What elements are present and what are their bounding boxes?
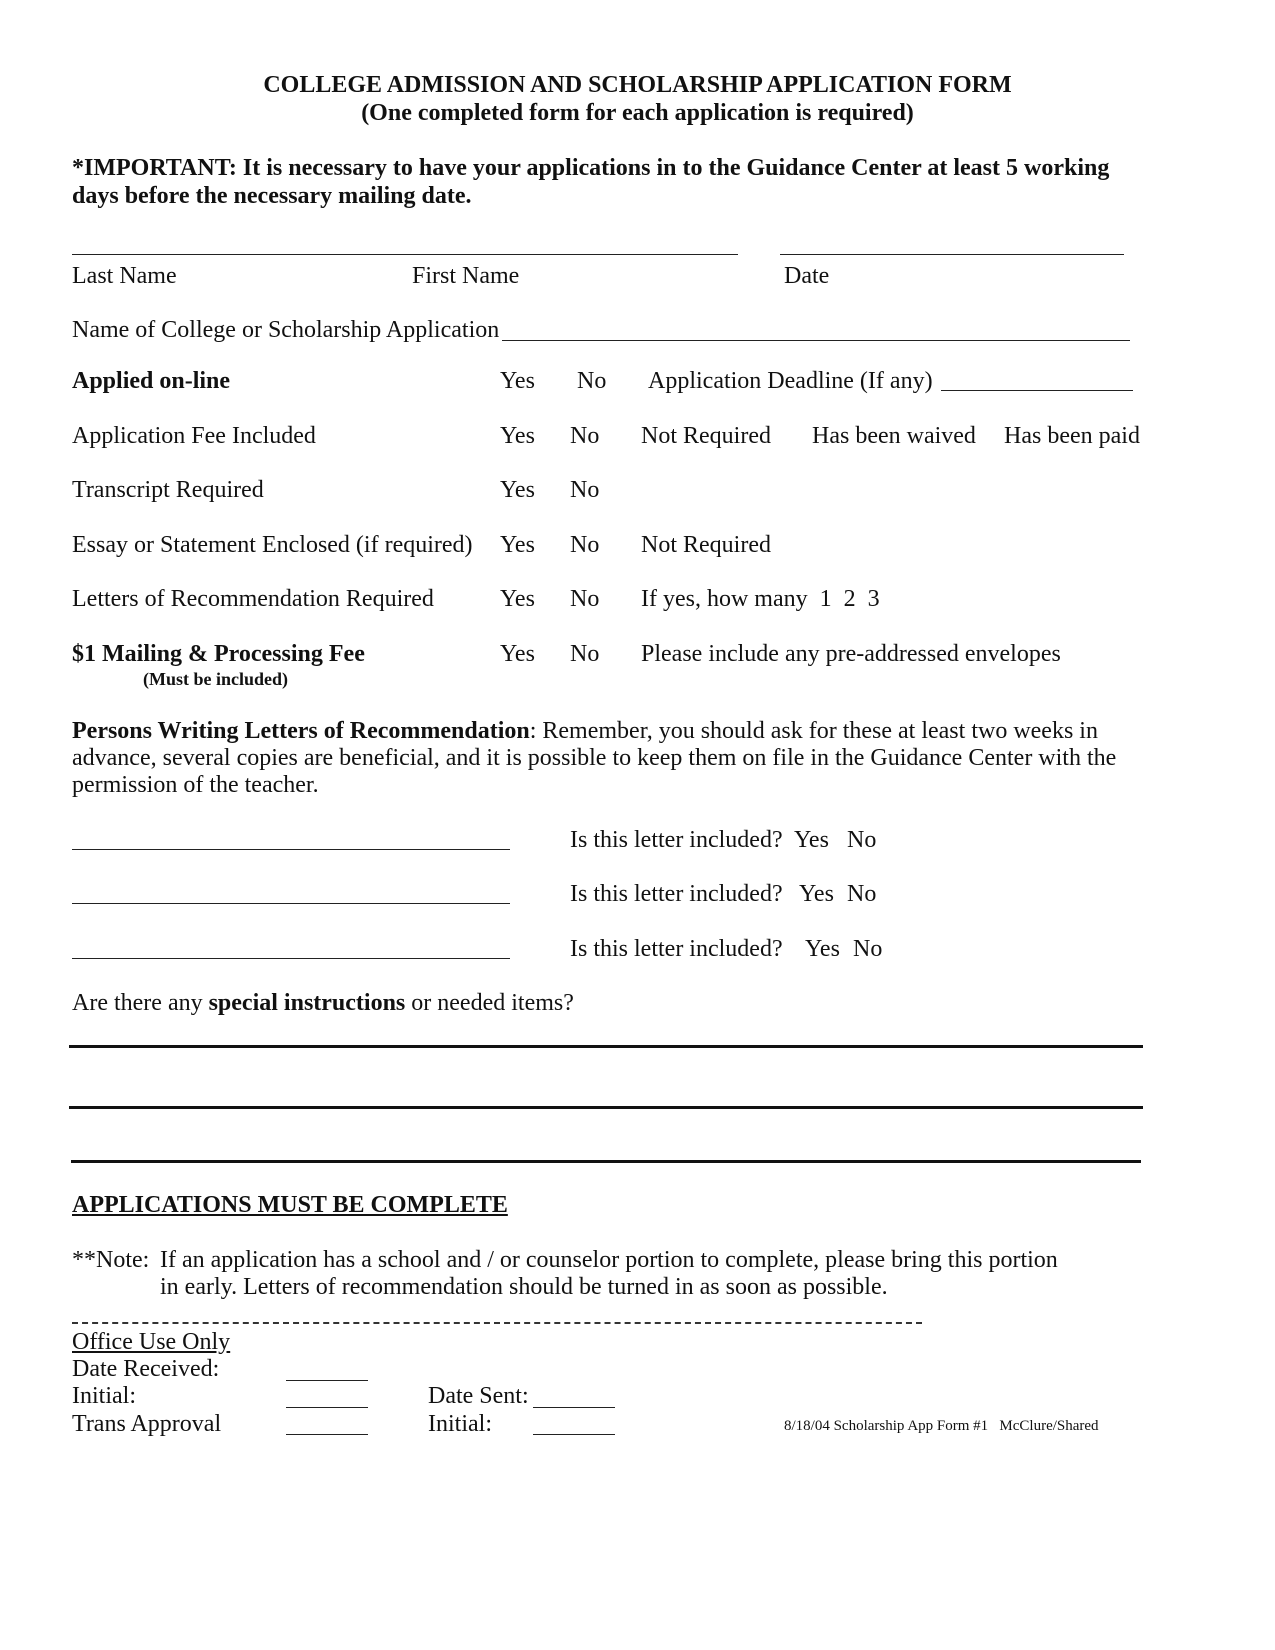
special-instructions-question: Are there any special instructions or needed items? — [72, 990, 574, 1016]
applications-complete-heading: APPLICATIONS MUST BE COMPLETE — [72, 1192, 508, 1218]
date-received-label: Date Received: — [72, 1356, 220, 1382]
mailing-fee-yes[interactable]: Yes — [500, 641, 535, 667]
note-line-2: in early. Letters of recommendation should be turned in as soon as possible. — [160, 1274, 888, 1300]
initial-2-line[interactable] — [533, 1434, 615, 1435]
date-received-line[interactable] — [286, 1380, 368, 1381]
essay-yes[interactable]: Yes — [500, 532, 535, 558]
trans-approval-line[interactable] — [286, 1434, 368, 1435]
letter-included-no-3[interactable]: No — [853, 936, 883, 962]
fee-label: Application Fee Included — [72, 423, 316, 449]
letter-writer-line-2[interactable] — [72, 903, 510, 904]
mailing-fee-no[interactable]: No — [570, 641, 600, 667]
deadline-line[interactable] — [941, 390, 1133, 391]
fee-yes[interactable]: Yes — [500, 423, 535, 449]
letter-included-no-1[interactable]: No — [847, 827, 877, 853]
form-footer: 8/18/04 Scholarship App Form #1 McClure/Shared — [784, 1418, 1099, 1434]
initial-line[interactable] — [286, 1407, 368, 1408]
office-use-heading: Office Use Only — [72, 1329, 231, 1355]
essay-label: Essay or Statement Enclosed (if required) — [72, 532, 473, 558]
transcript-yes[interactable]: Yes — [500, 477, 535, 503]
letter-included-question-3: Is this letter included? — [570, 936, 783, 962]
fee-no[interactable]: No — [570, 423, 600, 449]
initial-2-label: Initial: — [428, 1411, 492, 1437]
trans-approval-label: Trans Approval — [72, 1411, 222, 1437]
college-label: Name of College or Scholarship Application — [72, 317, 500, 343]
deadline-label: Application Deadline (If any) — [648, 368, 933, 394]
fee-not-required[interactable]: Not Required — [641, 423, 771, 449]
date-sent-line[interactable] — [533, 1407, 615, 1408]
last-name-label: Last Name — [72, 263, 177, 289]
important-notice: *IMPORTANT: It is necessary to have your applications in to the Guidance Center at least 5 working days before the necessary mailing date. — [72, 155, 1110, 209]
date-line[interactable] — [780, 254, 1124, 255]
letters-how-many[interactable]: If yes, how many 1 2 3 — [641, 586, 880, 612]
special-instructions-line-2[interactable] — [69, 1106, 1143, 1109]
transcript-label: Transcript Required — [72, 477, 264, 503]
letter-included-yes-3[interactable]: Yes — [805, 936, 840, 962]
letter-included-question-1: Is this letter included? — [570, 827, 783, 853]
date-label: Date — [784, 263, 830, 289]
mailing-fee-label: $1 Mailing & Processing Fee — [72, 641, 365, 667]
note-prefix: **Note: — [72, 1247, 150, 1273]
letters-no[interactable]: No — [570, 586, 600, 612]
dashed-separator — [72, 1322, 922, 1324]
letter-writer-line-1[interactable] — [72, 849, 510, 850]
form-title: COLLEGE ADMISSION AND SCHOLARSHIP APPLICATION FORM — [263, 72, 1012, 98]
letter-included-yes-2[interactable]: Yes — [799, 881, 834, 907]
envelopes-note: Please include any pre-addressed envelopes — [641, 641, 1061, 667]
initial-label: Initial: — [72, 1383, 136, 1409]
note-line-1: If an application has a school and / or counselor portion to complete, please bring this portion — [160, 1247, 1058, 1273]
name-line[interactable] — [72, 254, 738, 255]
applied-online-no[interactable]: No — [577, 368, 607, 394]
transcript-no[interactable]: No — [570, 477, 600, 503]
essay-not-required[interactable]: Not Required — [641, 532, 771, 558]
applied-online-label: Applied on-line — [72, 368, 231, 394]
fee-waived[interactable]: Has been waived — [812, 423, 976, 449]
essay-no[interactable]: No — [570, 532, 600, 558]
special-instructions-line-3[interactable] — [71, 1160, 1141, 1163]
letter-writer-line-3[interactable] — [72, 958, 510, 959]
mailing-fee-sublabel: (Must be included) — [143, 669, 289, 689]
special-instructions-line-1[interactable] — [69, 1045, 1143, 1048]
letter-included-no-2[interactable]: No — [847, 881, 877, 907]
first-name-label: First Name — [412, 263, 520, 289]
fee-paid[interactable]: Has been paid — [1004, 423, 1140, 449]
form-subtitle: (One completed form for each application is required) — [361, 100, 914, 126]
letter-included-question-2: Is this letter included? — [570, 881, 783, 907]
recommendation-paragraph — [72, 718, 1132, 799]
letters-yes[interactable]: Yes — [500, 586, 535, 612]
applied-online-yes[interactable]: Yes — [500, 368, 535, 394]
college-line[interactable] — [502, 340, 1130, 341]
recommendation-heading: Persons Writing Letters of Recommendation — [72, 718, 530, 744]
recommendation-text: : Remember, you should ask for these at least two weeks in advance, several copies are beneficial, and it is possible to keep them on file in the Guidance Center with the permission of the teacher. — [72, 718, 1117, 798]
date-sent-label: Date Sent: — [428, 1383, 529, 1409]
letter-included-yes-1[interactable]: Yes — [794, 827, 829, 853]
letters-label: Letters of Recommendation Required — [72, 586, 434, 612]
